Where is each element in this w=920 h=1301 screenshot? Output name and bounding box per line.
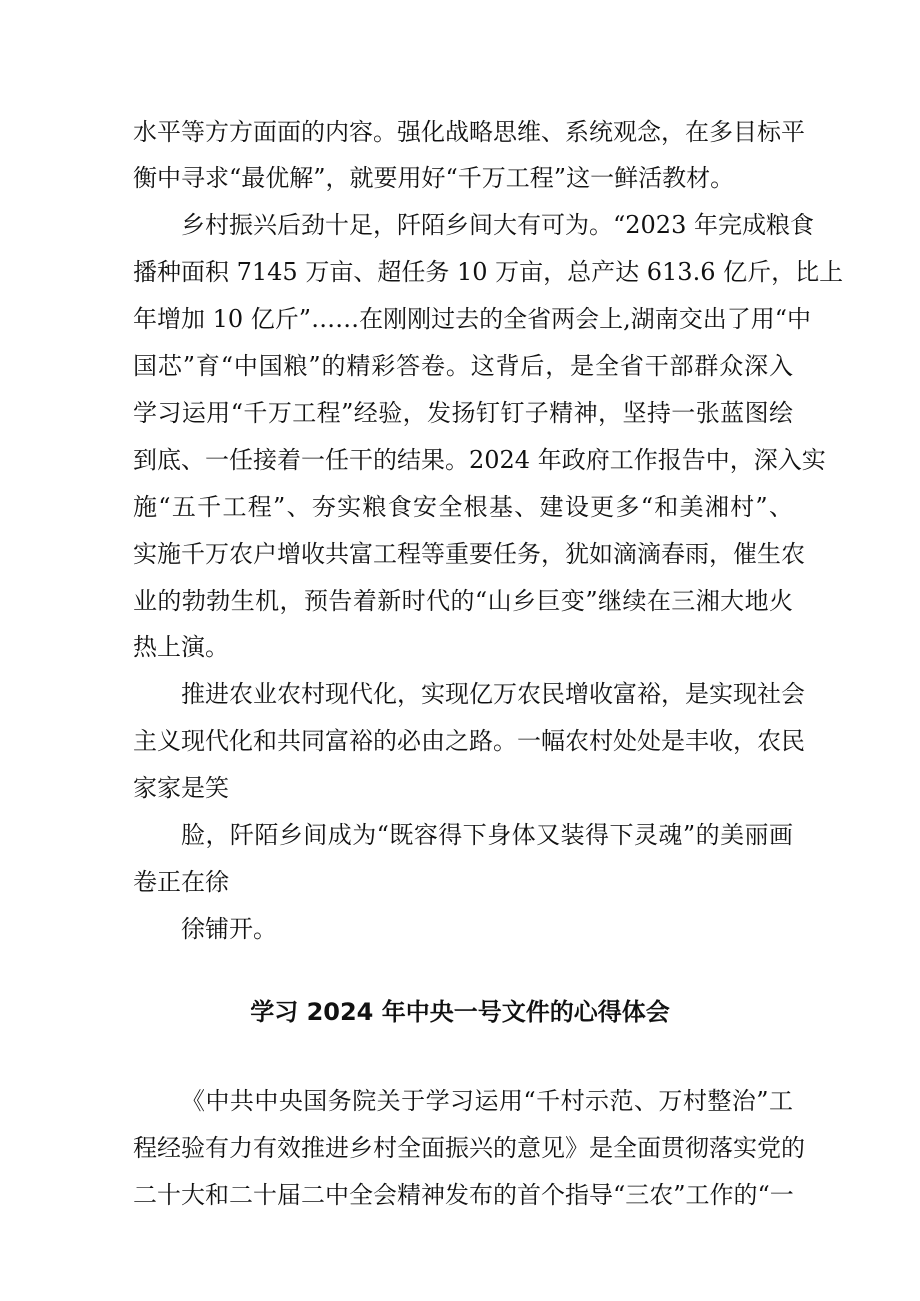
paragraph-line: 业的勃勃生机，预告着新时代的“山乡巨变”继续在三湘大地火 bbox=[133, 587, 793, 615]
paragraph-line: 国芯”育“中国粮”的精彩答卷。这背后，是全省干部群众深入 bbox=[133, 352, 793, 380]
paragraph-line: 学习运用“千万工程”经验，发扬钉钉子精神，坚持一张蓝图绘 bbox=[133, 399, 793, 427]
paragraph-line: 年增加 10 亿斤”……在刚刚过去的全省两会上,湖南交出了用“中 bbox=[133, 305, 811, 333]
paragraph-line: 水平等方方面面的内容。强化战略思维、系统观念，在多目标平 bbox=[133, 118, 805, 146]
paragraph-line: 乡村振兴后劲十足，阡陌乡间大有可为。“2023 年完成粮食 bbox=[181, 211, 814, 239]
paragraph-line: 脸，阡陌乡间成为“既容得下身体又装得下灵魂”的美丽画 bbox=[181, 821, 793, 849]
paragraph-line: 实施千万农户增收共富工程等重要任务，犹如滴滴春雨，催生农 bbox=[133, 540, 805, 568]
paragraph-line: 施“五千工程”、夯实粮食安全根基、建设更多“和美湘村”、 bbox=[133, 493, 793, 521]
paragraph-line: 热上演。 bbox=[133, 633, 229, 661]
section-heading: 学习 2024 年中央一号文件的心得体会 bbox=[250, 998, 670, 1026]
paragraph-line: 家家是笑 bbox=[133, 774, 229, 802]
paragraph-line: 主义现代化和共同富裕的必由之路。一幅农村处处是丰收，农民 bbox=[133, 727, 805, 755]
paragraph-line: 播种面积 7145 万亩、超任务 10 万亩，总产达 613.6 亿斤，比上 bbox=[133, 258, 844, 286]
paragraph-line: 程经验有力有效推进乡村全面振兴的意见》是全面贯彻落实党的 bbox=[133, 1134, 805, 1162]
paragraph-line: 二十大和二十届二中全会精神发布的首个指导“三农”工作的“一 bbox=[133, 1181, 794, 1209]
paragraph-line: 推进农业农村现代化，实现亿万农民增收富裕，是实现社会 bbox=[181, 680, 805, 708]
paragraph-line: 到底、一任接着一任干的结果。2024 年政府工作报告中，深入实 bbox=[133, 446, 826, 474]
paragraph-line: 徐铺开。 bbox=[181, 915, 277, 943]
paragraph-line: 卷正在徐 bbox=[133, 868, 229, 896]
paragraph-line: 衡中寻求“最优解”，就要用好“千万工程”这一鲜活教材。 bbox=[133, 164, 735, 192]
paragraph-line: 《中共中央国务院关于学习运用“千村示范、万村整治”工 bbox=[181, 1087, 793, 1115]
